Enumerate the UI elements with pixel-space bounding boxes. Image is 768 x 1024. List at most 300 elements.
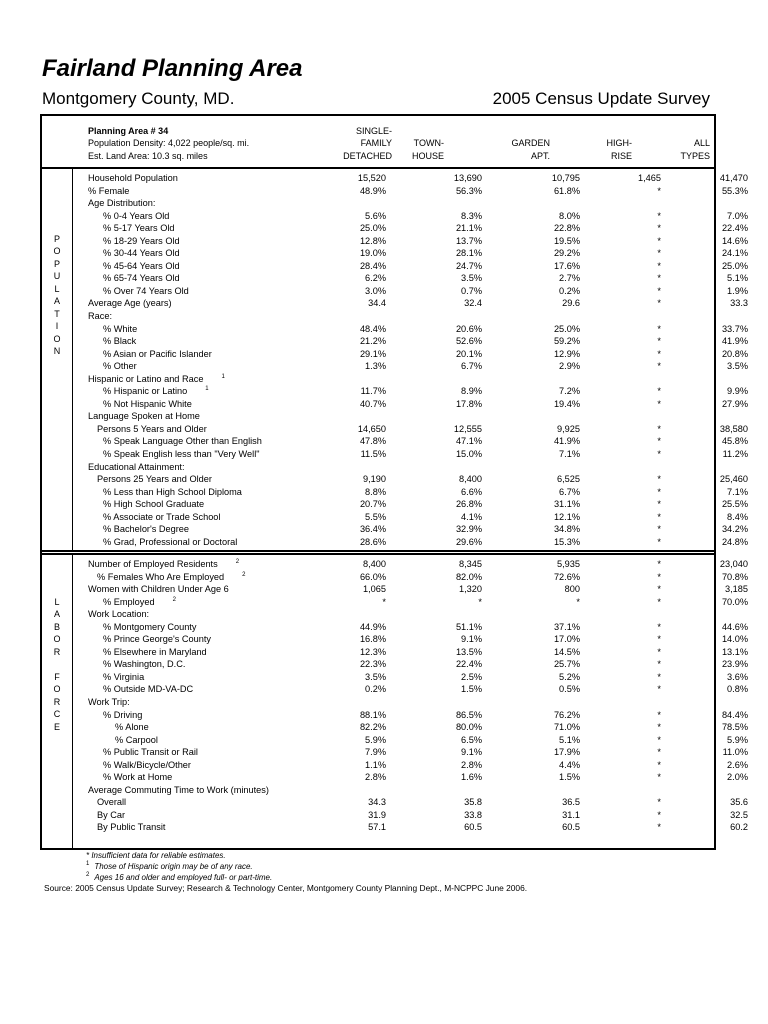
cell-value: 0.2% <box>365 684 386 695</box>
row-label-text: % Black <box>103 336 137 347</box>
cell-value: * <box>657 486 661 497</box>
sidebar-letter: A <box>53 609 60 620</box>
cell-value: 36.5 <box>562 797 580 808</box>
sidebar-letter: O <box>53 333 61 344</box>
cell-value: * <box>576 596 580 607</box>
source-note: Source: 2005 Census Update Survey; Research & Technology Center, Montgomery County Planning Dept., M-NCPPC June 2006. <box>44 883 528 893</box>
page-title: Fairland Planning Area <box>42 55 303 82</box>
cell-value: * <box>657 734 661 745</box>
cell-value: * <box>657 596 661 607</box>
sidebar-letter: E <box>53 721 60 732</box>
sidebar-letter: R <box>53 696 61 707</box>
cell-value: 3,185 <box>725 584 748 595</box>
footnote-marker: 2 <box>242 571 246 578</box>
cell-value: * <box>478 596 482 607</box>
column-header-townhouse <box>398 125 444 162</box>
cell-value: 35.6 <box>730 797 748 808</box>
row-label-text: % Hispanic or Latino <box>103 386 188 397</box>
cell-value: * <box>657 684 661 695</box>
row-label <box>88 759 191 772</box>
table-row <box>88 523 748 536</box>
table-row <box>88 323 748 336</box>
cell-value: 5.1% <box>559 734 580 745</box>
cell-value: 8.0% <box>559 210 580 221</box>
cell-value: 82.2% <box>359 722 386 733</box>
column-header-line: TYPES <box>680 150 710 161</box>
sidebar-letter: U <box>53 271 61 282</box>
table-row <box>88 335 748 348</box>
row-label-text: Hispanic or Latino and Race <box>88 373 204 384</box>
cell-value: 7.9% <box>365 747 386 758</box>
row-label-text: Age Distribution: <box>88 198 156 209</box>
cell-value: * <box>657 423 661 434</box>
cell-value: 78.5% <box>721 722 748 733</box>
table-row <box>88 696 708 709</box>
row-label <box>88 608 149 621</box>
planning-area-number: Planning Area # 34 <box>88 126 169 136</box>
cell-value: 13.7% <box>455 235 482 246</box>
cell-value: 27.9% <box>721 398 748 409</box>
sidebar-letter: O <box>53 684 61 695</box>
table-row <box>88 683 748 696</box>
row-label <box>88 285 189 298</box>
row-label-text: % 0-4 Years Old <box>103 210 170 221</box>
row-label <box>88 461 185 474</box>
row-label-text: % Not Hispanic White <box>103 398 192 409</box>
row-label-text: % Virginia <box>103 671 145 682</box>
cell-value: 6.7% <box>559 486 580 497</box>
row-label-text: % High School Graduate <box>103 499 205 510</box>
row-label <box>88 348 212 361</box>
cell-value: 1.1% <box>365 759 386 770</box>
row-label <box>88 596 176 609</box>
table-row <box>88 734 748 747</box>
cell-value: 56.3% <box>455 185 482 196</box>
cell-value: 8.9% <box>461 386 482 397</box>
cell-value: 9.1% <box>461 747 482 758</box>
cell-value: 23.9% <box>721 659 748 670</box>
row-label <box>88 272 180 285</box>
column-header-garden-apt <box>488 125 550 162</box>
column-header-line: TOWN- <box>413 138 444 149</box>
row-label-text: Average Age (years) <box>88 298 172 309</box>
cell-value: 26.8% <box>455 499 482 510</box>
cell-value: * <box>657 436 661 447</box>
cell-value: * <box>657 584 661 595</box>
cell-value: * <box>657 634 661 645</box>
table-row <box>88 461 708 474</box>
row-label-text: % Employed <box>103 596 155 607</box>
cell-value: 61.8% <box>553 185 580 196</box>
cell-value: 9.9% <box>727 386 748 397</box>
footnote <box>86 850 272 861</box>
column-header-line: HIGH- <box>606 138 632 149</box>
row-label <box>88 222 175 235</box>
row-label-text: % 30-44 Years Old <box>103 248 180 259</box>
cell-value: 25.5% <box>721 499 748 510</box>
cell-value: * <box>657 571 661 582</box>
table-row <box>88 646 748 659</box>
cell-value: 0.8% <box>727 684 748 695</box>
row-label-text: % Alone <box>115 722 149 733</box>
county-subtitle: Montgomery County, MD. <box>42 89 235 108</box>
row-label <box>88 398 192 411</box>
header-divider <box>42 167 714 169</box>
sidebar-letter: P <box>53 258 60 269</box>
cell-value: 41.9% <box>553 436 580 447</box>
cell-value: * <box>657 524 661 535</box>
row-label <box>88 247 180 260</box>
row-label-text: % Outside MD-VA-DC <box>103 684 194 695</box>
table-row <box>88 172 748 185</box>
cell-value: 4.1% <box>461 511 482 522</box>
cell-value: * <box>657 536 661 547</box>
row-label-text: % 65-74 Years Old <box>103 273 180 284</box>
cell-value: 0.7% <box>461 285 482 296</box>
cell-value: * <box>657 797 661 808</box>
cell-value: 6,525 <box>557 474 580 485</box>
row-label <box>88 448 260 461</box>
row-label-text: Language Spoken at Home <box>88 411 200 422</box>
table-row <box>88 310 708 323</box>
cell-value: 3.5% <box>727 361 748 372</box>
cell-value: 12,555 <box>453 423 482 434</box>
row-label <box>88 310 112 323</box>
row-label <box>88 721 149 734</box>
row-label-text: % Walk/Bicycle/Other <box>103 759 191 770</box>
cell-value: * <box>657 235 661 246</box>
population-sidebar-line <box>72 167 73 550</box>
row-label <box>88 771 172 784</box>
cell-value: 4.4% <box>559 759 580 770</box>
cell-value: 34.2% <box>721 524 748 535</box>
cell-value: 57.1 <box>368 822 386 833</box>
cell-value: * <box>657 659 661 670</box>
cell-value: 60.5 <box>464 822 482 833</box>
cell-value: 1.5% <box>461 684 482 695</box>
cell-value: 3.0% <box>365 285 386 296</box>
cell-value: 13.1% <box>721 646 748 657</box>
cell-value: 84.4% <box>721 709 748 720</box>
cell-value: 45.8% <box>721 436 748 447</box>
table-row <box>88 185 748 198</box>
cell-value: 2.8% <box>365 772 386 783</box>
labor-force-sidebar <box>42 596 72 733</box>
table-header-info <box>88 125 249 162</box>
cell-value: 14.6% <box>721 235 748 246</box>
cell-value: 21.1% <box>455 223 482 234</box>
cell-value: * <box>657 323 661 334</box>
cell-value: * <box>657 248 661 259</box>
cell-value: 40.7% <box>359 398 386 409</box>
row-label <box>88 658 185 671</box>
sidebar-letter: R <box>53 646 61 657</box>
table-row <box>88 486 748 499</box>
row-label <box>88 821 165 834</box>
cell-value: 25.7% <box>553 659 580 670</box>
cell-value: 29.6 <box>562 298 580 309</box>
row-label <box>88 621 196 634</box>
cell-value: 13,690 <box>453 173 482 183</box>
cell-value: * <box>657 285 661 296</box>
cell-value: 31.1 <box>562 809 580 820</box>
cell-value: * <box>657 474 661 485</box>
row-label-text: Household Population <box>88 173 178 183</box>
cell-value: 8,400 <box>363 559 386 569</box>
table-row <box>88 235 748 248</box>
cell-value: 28.6% <box>359 536 386 547</box>
cell-value: 0.2% <box>559 285 580 296</box>
table-row <box>88 373 708 386</box>
cell-value: 19.0% <box>359 248 386 259</box>
cell-value: 16.8% <box>359 634 386 645</box>
row-label-text: % 5-17 Years Old <box>103 223 175 234</box>
cell-value: 21.2% <box>359 336 386 347</box>
cell-value: 80.0% <box>455 722 482 733</box>
row-label <box>88 260 180 273</box>
cell-value: * <box>657 223 661 234</box>
cell-value: 5,935 <box>557 559 580 569</box>
cell-value: 10,795 <box>551 173 580 183</box>
table-row <box>88 558 748 571</box>
row-label-text: % Prince George's County <box>103 634 211 645</box>
row-label <box>88 185 129 198</box>
row-label-text: % 18-29 Years Old <box>103 235 180 246</box>
cell-value: 24.7% <box>455 260 482 271</box>
cell-value: 5.9% <box>727 734 748 745</box>
footnote <box>86 872 272 883</box>
cell-value: 12.1% <box>553 511 580 522</box>
row-label <box>88 746 198 759</box>
cell-value: 17.0% <box>553 634 580 645</box>
cell-value: 44.6% <box>721 621 748 632</box>
cell-value: 32.4 <box>464 298 482 309</box>
cell-value: * <box>657 722 661 733</box>
cell-value: 5.6% <box>365 210 386 221</box>
row-label <box>88 323 137 336</box>
cell-value: 24.8% <box>721 536 748 547</box>
cell-value: * <box>657 809 661 820</box>
cell-value: 29.2% <box>553 248 580 259</box>
footnote-text: Ages 16 and older and employed full- or part-time. <box>94 873 273 882</box>
cell-value: 19.4% <box>553 398 580 409</box>
cell-value: 70.8% <box>721 571 748 582</box>
cell-value: * <box>657 499 661 510</box>
row-label <box>88 210 169 223</box>
row-label <box>88 683 193 696</box>
cell-value: 25.0% <box>553 323 580 334</box>
cell-value: 44.9% <box>359 621 386 632</box>
cell-value: 11.5% <box>360 449 386 460</box>
table-row <box>88 348 748 361</box>
cell-value: 36.4% <box>359 524 386 535</box>
cell-value: * <box>657 511 661 522</box>
cell-value: * <box>657 621 661 632</box>
cell-value: 22.8% <box>553 223 580 234</box>
cell-value: 72.6% <box>553 571 580 582</box>
column-header-line: FAMILY <box>360 138 392 149</box>
cell-value: 22.3% <box>359 659 386 670</box>
sidebar-letter: C <box>53 709 61 720</box>
row-label <box>88 410 200 423</box>
column-header-line: HOUSE <box>411 150 444 161</box>
cell-value: 20.6% <box>455 323 482 334</box>
cell-value: 1.3% <box>365 361 386 372</box>
cell-value: 66.0% <box>359 571 386 582</box>
row-label <box>88 646 207 659</box>
cell-value: 33.8 <box>464 809 482 820</box>
cell-value: 33.7% <box>721 323 748 334</box>
sidebar-letter: F <box>54 671 60 682</box>
cell-value: * <box>657 747 661 758</box>
survey-subtitle: 2005 Census Update Survey <box>492 89 710 108</box>
cell-value: * <box>657 449 661 460</box>
cell-value: 32.9% <box>455 524 482 535</box>
table-row <box>88 746 748 759</box>
cell-value: 0.5% <box>559 684 580 695</box>
cell-value: 2.6% <box>727 759 748 770</box>
cell-value: 48.9% <box>359 185 386 196</box>
cell-value: * <box>657 386 661 397</box>
sidebar-letter: I <box>55 321 59 332</box>
sidebar-letter <box>42 658 72 670</box>
row-label <box>88 235 180 248</box>
row-label-text: % Work at Home <box>103 772 173 783</box>
cell-value: 52.6% <box>455 336 482 347</box>
cell-value: 22.4% <box>455 659 482 670</box>
cell-value: 6.6% <box>461 486 482 497</box>
column-header-line <box>488 125 550 137</box>
cell-value: 22.4% <box>721 223 748 234</box>
row-label-text: % Speak Language Other than English <box>103 436 262 447</box>
cell-value: * <box>657 671 661 682</box>
row-label <box>88 784 269 797</box>
cell-value: 71.0% <box>553 722 580 733</box>
cell-value: * <box>657 336 661 347</box>
cell-value: 23,040 <box>719 559 748 569</box>
labor-sidebar-line <box>72 553 73 850</box>
cell-value: 1.5% <box>559 772 580 783</box>
footnote-marker: 2 <box>235 559 240 565</box>
row-label <box>88 536 237 549</box>
table-row <box>88 583 748 596</box>
cell-value: 8.8% <box>365 486 386 497</box>
cell-value: 20.8% <box>721 348 748 359</box>
cell-value: 20.7% <box>359 499 386 510</box>
table-row <box>88 784 708 797</box>
footnotes <box>86 850 272 883</box>
row-label-text: Average Commuting Time to Work (minutes) <box>88 784 269 795</box>
row-label <box>88 671 144 684</box>
cell-value: 19.5% <box>553 235 580 246</box>
footnote-marker: 1 <box>205 386 209 393</box>
cell-value: * <box>657 185 661 196</box>
cell-value: 14.5% <box>553 646 580 657</box>
row-label <box>88 558 239 571</box>
sidebar-letter: A <box>53 296 60 307</box>
cell-value: 12.3% <box>359 646 386 657</box>
cell-value: 5.9% <box>365 734 386 745</box>
table-row <box>88 398 748 411</box>
cell-value: 32.5 <box>730 809 748 820</box>
cell-value: 88.1% <box>359 709 386 720</box>
cell-value: 24.1% <box>721 248 748 259</box>
row-label <box>88 335 136 348</box>
table-row <box>88 210 748 223</box>
cell-value: 5.1% <box>727 273 748 284</box>
cell-value: 8,345 <box>459 559 482 569</box>
cell-value: 2.5% <box>461 671 482 682</box>
table-row <box>88 796 748 809</box>
cell-value: 59.2% <box>553 336 580 347</box>
row-label-text: Educational Attainment: <box>88 461 185 472</box>
cell-value: 6.7% <box>461 361 482 372</box>
table-row <box>88 658 748 671</box>
cell-value: 6.2% <box>365 273 386 284</box>
cell-value: * <box>657 709 661 720</box>
cell-value: 38,580 <box>719 423 748 434</box>
cell-value: 25,460 <box>719 474 748 485</box>
row-label <box>88 633 211 646</box>
cell-value: 28.4% <box>359 260 386 271</box>
cell-value: 8,400 <box>459 474 482 485</box>
row-label-text: % Speak English less than "Very Well" <box>103 449 260 460</box>
table-row <box>88 633 748 646</box>
cell-value: 12.8% <box>359 235 386 246</box>
row-label-text: % Montgomery County <box>103 621 197 632</box>
cell-value: 7.1% <box>727 486 748 497</box>
row-label-text: Persons 5 Years and Older <box>97 423 207 434</box>
cell-value: 1.6% <box>461 772 482 783</box>
row-label <box>88 511 220 524</box>
row-label <box>88 583 229 596</box>
sidebar-letter: T <box>54 308 60 319</box>
cell-value: 7.0% <box>727 210 748 221</box>
row-label-text: % Females Who Are Employed <box>97 571 225 582</box>
table-row <box>88 511 748 524</box>
row-label-text: % Associate or Trade School <box>103 511 221 522</box>
row-label-text: % Over 74 Years Old <box>103 285 189 296</box>
column-header-line: DETACHED <box>343 150 392 161</box>
column-header-line <box>398 125 444 137</box>
footnote <box>86 861 272 872</box>
cell-value: 41,470 <box>719 173 748 183</box>
population-rows <box>88 172 748 548</box>
labor-force-rows <box>88 558 748 834</box>
cell-value: 34.3 <box>368 797 386 808</box>
table-row <box>88 435 748 448</box>
cell-value: 34.4 <box>368 298 386 309</box>
cell-value: 20.1% <box>455 348 482 359</box>
row-label <box>88 435 262 448</box>
row-label-text: % Asian or Pacific Islander <box>103 348 212 359</box>
cell-value: 13.5% <box>455 646 482 657</box>
sidebar-letter: P <box>53 234 60 244</box>
table-row <box>88 222 748 235</box>
cell-value: 5.5% <box>365 511 386 522</box>
sidebar-letter: O <box>53 634 61 645</box>
cell-value: * <box>657 398 661 409</box>
cell-value: 29.1% <box>359 348 386 359</box>
cell-value: 9.1% <box>461 634 482 645</box>
row-label <box>88 385 209 398</box>
row-label <box>88 486 242 499</box>
table-row <box>88 423 748 436</box>
column-header-high-rise <box>582 125 632 162</box>
table-row <box>88 721 748 734</box>
footnote-marker: 2 <box>172 596 176 603</box>
cell-value: 11.0% <box>722 747 748 758</box>
